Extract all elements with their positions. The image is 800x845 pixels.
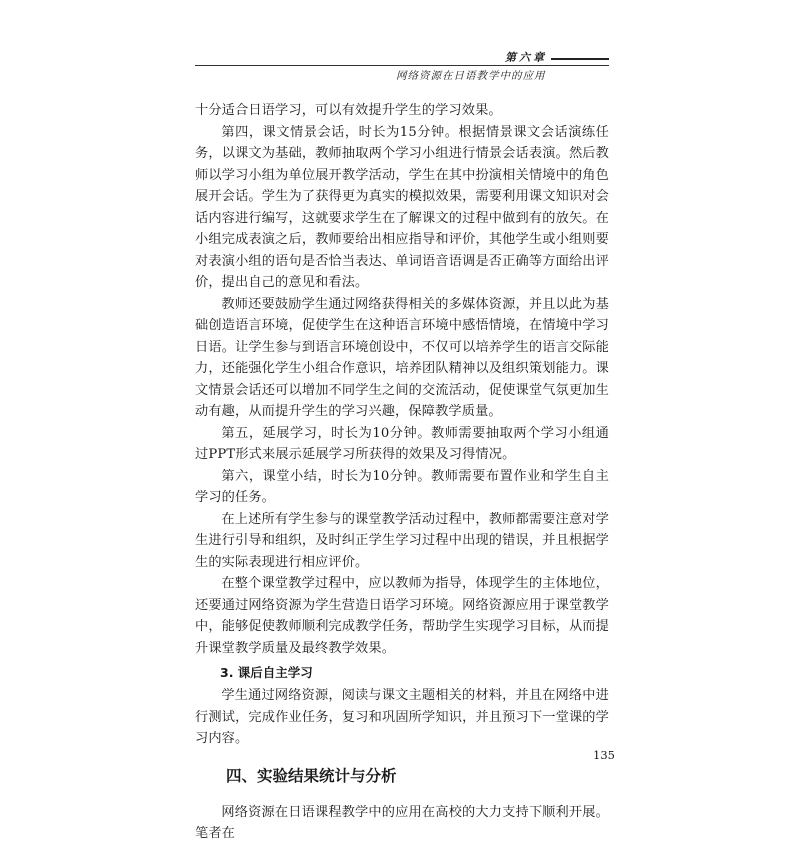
running-header-subtitle: 网络资源在日语教学中的应用 <box>396 70 546 82</box>
header-rule <box>195 65 609 66</box>
paragraph: 学生通过网络资源，阅读与课文主题相关的材料，并且在网络中进行测试，完成作业任务，复习和巩固所学知识，并且预习下一堂课的学习内容。 <box>195 688 609 746</box>
subheading: 3. 课后自主学习 <box>220 665 313 680</box>
paragraph: 第六，课堂小结，时长为10分钟。教师需要布置作业和学生自主学习的任务。 <box>195 468 609 505</box>
paragraph: 第五，延展学习，时长为10分钟。教师需要抽取两个学习小组通过PPT形式来展示延展学习所获得的效果及习得情况。 <box>195 425 609 462</box>
header-chapter-rule <box>551 58 609 60</box>
paragraph: 教师还要鼓励学生通过网络获得相关的多媒体资源，并且以此为基础创造语言环境，促使学生在这种语言环境中感悟情境，在情境中学习日语。让学生参与到语言环境创设中，不仅可以培养学生的语言交际能力，还能强化学生小组合作意识，培养团队精神以及组织策划能力。课文情景会话还可以增加不同学生之间的交流活动，促使课堂气氛更加生动有趣，从而提升学生的学习兴趣，保障教学质量。 <box>195 296 609 419</box>
paragraph: 第四，课文情景会话，时长为15分钟。根据情景课文会话演练任务，以课文为基础，教师抽取两个学习小组进行情景会话表演。然后教师以学习小组为单位展开教学活动，学生在其中扮演相关情境中的角色展开会话。学生为了获得更为真实的模拟效果，需要利用课文知识对会话内容进行编写，这就要求学生在了解课文的过程中做到有的放矢。在小组完成表演之后，教师要给出相应指导和评价，其他学生或小组则要对表演小组的语句是否恰当表达、单词语音语调是否正确等方面给出评价，提出自己的意见和看法。 <box>195 124 609 290</box>
section-heading: 四、实验结果统计与分析 <box>226 766 397 785</box>
paragraph: 网络资源在日语课程教学中的应用在高校的大力支持下顺利开展。笔者在 <box>195 804 609 841</box>
paragraph: 在上述所有学生参与的课堂教学活动过程中，教师都需要注意对学生进行引导和组织，及时纠正学生学习过程中出现的错误，并且根据学生的实际表现进行相应评价。 <box>195 511 609 570</box>
paragraph: 在整个课堂教学过程中，应以教师为指导，体现学生的主体地位，还要通过网络资源为学生营造日语学习环境。网络资源应用于课堂教学中，能够促使教师顺利完成教学任务，帮助学生实现学习目标，从而提升课堂教学质量及最终教学效果。 <box>195 576 609 656</box>
running-header-chapter: 第六章 <box>505 51 547 64</box>
body-text <box>195 100 609 845</box>
paragraph: 十分适合日语学习，可以有效提升学生的学习效果。 <box>195 103 502 118</box>
page-number: 135 <box>593 748 615 762</box>
